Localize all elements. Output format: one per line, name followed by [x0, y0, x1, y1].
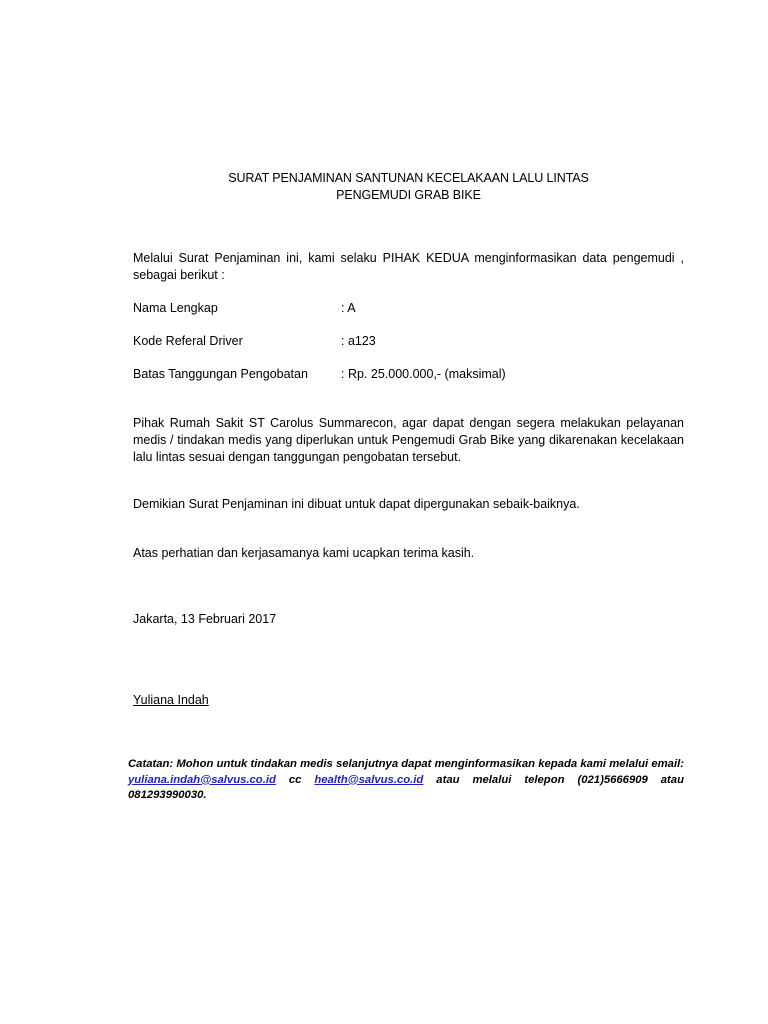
body-paragraph: Pihak Rumah Sakit ST Carolus Summarecon, agar dapat dengan segera melakukan pelayanan medis / tindakan medis yang diperlukan untuk Pengemudi Grab Bike yang dikarenakan kecelakaan lalu lintas sesuai dengan tanggungan pengobatan tersebut.	[133, 416, 684, 464]
signatory-name: Yuliana Indah	[133, 693, 209, 707]
email-link-health[interactable]: health@salvus.co.id	[314, 773, 424, 786]
field-row-batas-tanggungan	[133, 366, 684, 383]
field-label: Batas Tanggungan Pengobatan	[133, 367, 308, 381]
letter-title-line-2: PENGEMUDI GRAB BIKE	[336, 188, 481, 202]
field-value: : A	[341, 301, 356, 315]
field-value: : Rp. 25.000.000,- (maksimal)	[341, 367, 506, 381]
letter-title-line-1: SURAT PENJAMINAN SANTUNAN KECELAKAAN LALU LINTAS	[228, 171, 589, 185]
place-date: Jakarta, 13 Februari 2017	[133, 612, 277, 626]
field-label: Kode Referal Driver	[133, 334, 243, 348]
field-row-kode-referal	[133, 333, 684, 350]
closing-paragraph-1: Demikian Surat Penjaminan ini dibuat untuk dapat dipergunakan sebaik-baiknya.	[133, 497, 580, 511]
email-link-yuliana[interactable]: yuliana.indah@salvus.co.id	[128, 773, 276, 786]
field-value: : a123	[341, 334, 376, 348]
footnote-prefix: Catatan: Mohon untuk tindakan medis selanjutnya dapat menginformasikan kepada kami melalui email:	[128, 758, 684, 770]
field-label: Nama Lengkap	[133, 301, 218, 315]
footnote	[128, 757, 684, 804]
intro-paragraph: Melalui Surat Penjaminan ini, kami selaku PIHAK KEDUA menginformasikan data pengemudi , sebagai berikut :	[133, 251, 684, 282]
closing-paragraph-2: Atas perhatian dan kerjasamanya kami ucapkan terima kasih.	[133, 546, 475, 560]
footnote-suffix: atau melalui telepon (021)5666909 atau 081293990030.	[128, 773, 684, 801]
footnote-cc: cc	[288, 773, 302, 786]
field-row-nama-lengkap	[133, 300, 684, 317]
